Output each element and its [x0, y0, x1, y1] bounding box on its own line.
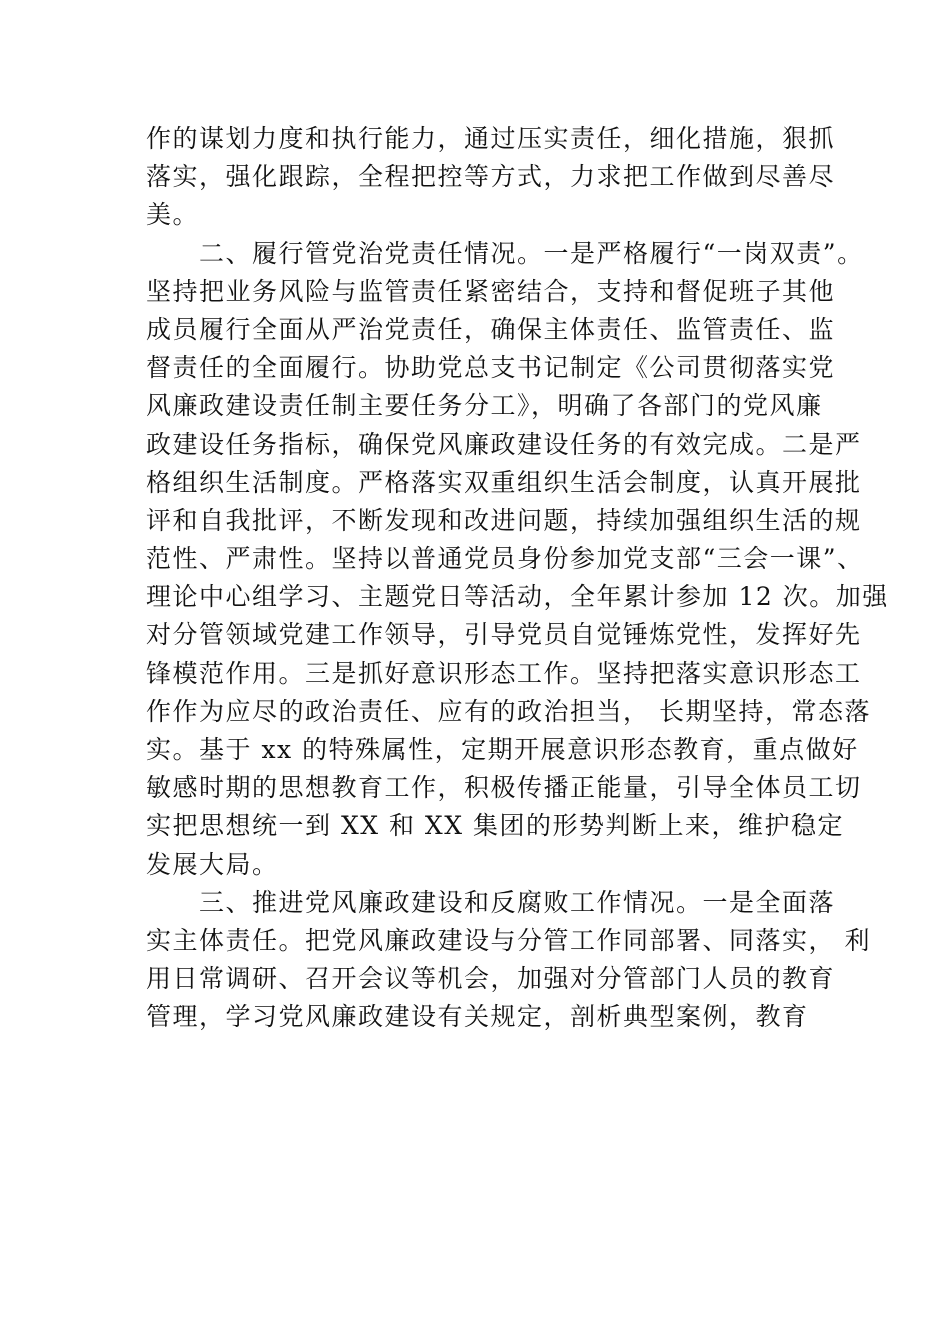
text-line: 理论中心组学习、主题党日等活动，全年累计参加 12 次。加强 — [146, 582, 889, 612]
text-line: 成员履行全面从严治党责任，确保主体责任、监管责任、监 — [146, 314, 836, 344]
text-line: 落实，强化跟踪，全程把控等方式，力求把工作做到尽善尽 — [146, 162, 836, 192]
text-line: 作作为应尽的政治责任、应有的政治担当， 长期坚持，常态落 — [146, 696, 871, 726]
text-line: 政建设任务指标，确保党风廉政建设任务的有效完成。二是严 — [146, 429, 862, 459]
text-line: 作的谋划力度和执行能力，通过压实责任，细化措施，狠抓 — [146, 124, 836, 153]
text-line: 实。基于 xx 的特殊属性，定期开展意识形态教育，重点做好 — [146, 735, 859, 764]
text-line: 督责任的全面履行。协助党总支书记制定《公司贯彻落实党 — [146, 353, 836, 383]
text-line: 风廉政建设责任制主要任务分工》，明确了各部门的党风廉 — [146, 391, 823, 421]
text-line: 评和自我批评，不断发现和改进问题，持续加强组织生活的规 — [146, 505, 862, 535]
section-heading-line: 三、推进党风廉政建设和反腐败工作情况。一是全面落 — [146, 887, 836, 917]
text-line: 敏感时期的思想教育工作，积极传播正能量，引导全体员工切 — [146, 773, 862, 803]
text-line: 锋模范作用。三是抓好意识形态工作。坚持把落实意识形态工 — [146, 658, 862, 688]
text-line: 实主体责任。把党风廉政建设与分管工作同部署、同落实， 利 — [146, 925, 871, 955]
text-line: 管理，学习党风廉政建设有关规定，剖析典型案例，教育 — [146, 1002, 809, 1032]
text-line: 美。 — [146, 200, 200, 230]
text-line: 格组织生活制度。严格落实双重组织生活会制度，认真开展批 — [146, 467, 862, 497]
text-line: 对分管领域党建工作领导，引导党员自觉锤炼党性，发挥好先 — [146, 620, 862, 650]
text-line: 发展大局。 — [146, 849, 279, 879]
text-line: 用日常调研、召开会议等机会，加强对分管部门人员的教育 — [146, 964, 836, 994]
text-line: 实把思想统一到 XX 和 XX 集团的形势判断上来，维护稳定 — [146, 811, 844, 841]
text-line: 坚持把业务风险与监管责任紧密结合，支持和督促班子其他 — [146, 276, 836, 306]
body-text — [146, 120, 889, 1037]
text-line: 范性、严肃性。坚持以普通党员身份参加党支部“三会一课”、 — [146, 544, 864, 574]
section-heading-line: 二、履行管党治党责任情况。一是严格履行“一岗双责”。 — [146, 238, 864, 268]
